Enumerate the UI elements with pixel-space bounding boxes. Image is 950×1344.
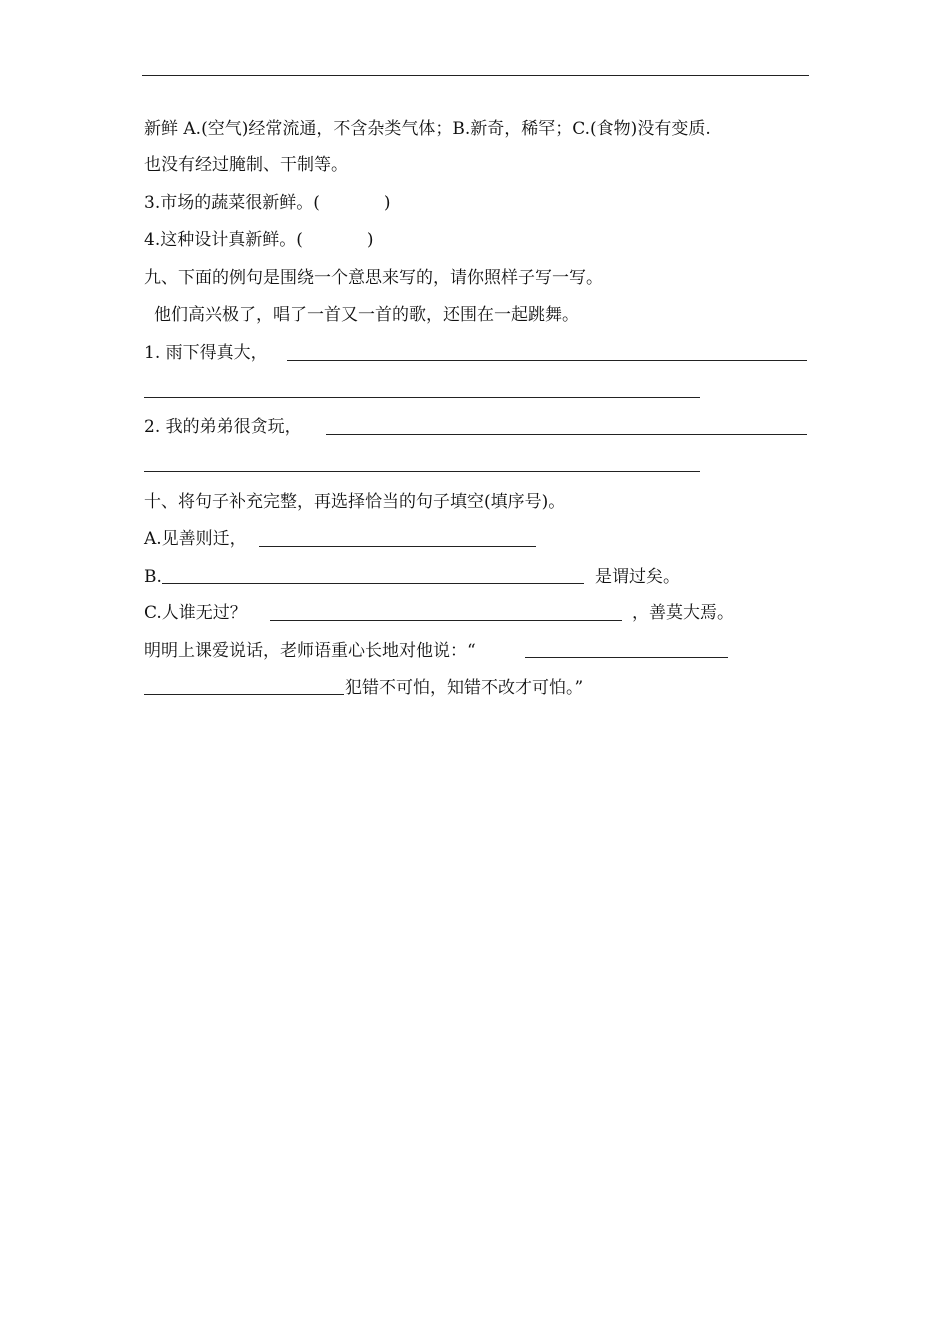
context-line-2: 犯错不可怕，知错不改才可怕。” [345, 678, 584, 698]
exercise-1 [144, 342, 268, 364]
exercise-2-answer-line-1[interactable] [326, 434, 807, 435]
example-sentence: 他们高兴极了，唱了一首又一首的歌，还围在一起跳舞。 [154, 305, 579, 325]
proverb-c-suffix: ，善莫大焉。 [632, 603, 734, 623]
proverb-b-suffix: 是谓过矣。 [595, 567, 680, 587]
proverb-b-blank[interactable] [162, 583, 584, 584]
proverb-a-blank[interactable] [259, 546, 536, 547]
section-9-heading: 九、下面的例句是围绕一个意思来写的，请你照样子写一写。 [144, 268, 603, 288]
proverb-b-prefix: B. [144, 567, 162, 587]
context-blank-1[interactable] [525, 657, 728, 658]
exercise-2 [144, 416, 302, 438]
exercise-2-text: 我的弟弟很贪玩， [165, 417, 302, 437]
exercise-1-answer-line-2[interactable] [144, 397, 700, 398]
question-3-close: ) [383, 193, 391, 213]
proverb-c: C.人谁无过？ [144, 603, 247, 623]
exercise-1-number: 1. [144, 343, 161, 363]
exercise-2-number: 2. [144, 417, 161, 437]
proverb-a: A.见善则迁， [144, 529, 247, 549]
context-blank-2[interactable] [144, 694, 344, 695]
section-10-heading: 十、将句子补充完整，再选择恰当的句子填空(填序号)。 [144, 492, 566, 512]
exercise-2-answer-line-2[interactable] [144, 471, 700, 472]
context-line-1: 明明上课爱说话，老师语重心长地对他说：“ [144, 641, 476, 661]
question-4 [144, 229, 374, 251]
exercise-1-answer-line-1[interactable] [287, 360, 807, 361]
proverb-c-blank[interactable] [270, 620, 622, 621]
definition-line-2: 也没有经过腌制、干制等。 [144, 155, 348, 175]
question-3-text: 3.市场的蔬菜很新鲜。( [144, 193, 320, 213]
exercise-1-text: 雨下得真大， [165, 343, 268, 363]
question-4-text: 4.这种设计真新鲜。( [144, 230, 303, 250]
header-rule [142, 75, 809, 76]
definition-line-1: 新鲜 A.(空气)经常流通，不含杂类气体；B.新奇，稀罕；C.(食物)没有变质. [144, 119, 711, 139]
question-3 [144, 192, 391, 214]
question-4-close: ) [366, 230, 374, 250]
